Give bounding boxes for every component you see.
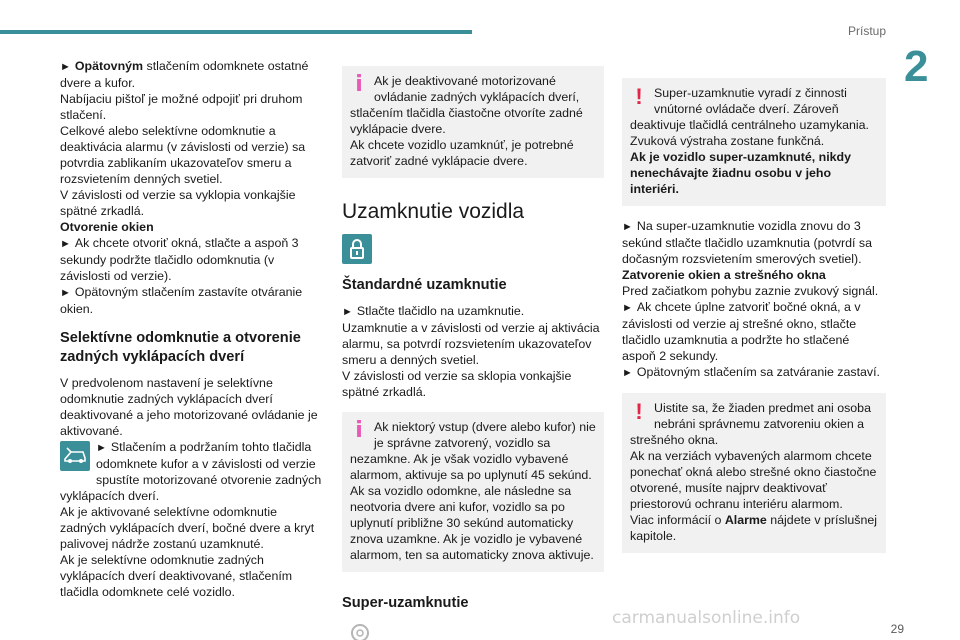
paragraph: V závislosti od verzie sa sklopia vonkajšie spätné zrkadlá.: [342, 369, 572, 399]
header-accent-bar: [0, 30, 472, 34]
page-number: 29: [890, 622, 904, 636]
warning-icon: !: [635, 399, 643, 424]
arrow-icon: ►: [60, 287, 71, 299]
tailgate-unlock-icon: [60, 441, 90, 471]
paragraph: V predvolenom nastavení je selektívne odomknutie zadných vyklápacích dverí deaktivované a jeho motorizované ovládanie je aktivované.: [60, 376, 318, 438]
subheading-bold: Zatvorenie okien a strešného okna: [622, 268, 826, 282]
paragraph: ► Stlačte tlačidlo na uzamknutie.: [342, 304, 525, 318]
info-note: i Ak je deaktivované motorizované ovládanie zadných vyklápacích dverí, stlačením tlačidla čiastočne otvoríte zadné vyklápacie dvere. Ak chcete vozidlo uzamknúť, je potrebné zatvoriť zadné vyklápacie dvere.: [342, 66, 604, 178]
section-title: Prístup: [847, 24, 886, 38]
arrow-icon: ►: [60, 61, 71, 73]
paragraph: ► Ak chcete úplne zatvoriť bočné okná, a v závislosti od verzie aj strešné okno, stlačte tlačidlo uzamknutia a podržte ho stlačené aspoň 2 sekundy.: [622, 300, 861, 363]
column-1: [60, 58, 322, 600]
padlock-icon: [342, 234, 372, 264]
paragraph: V závislosti od verzie sa vyklopia vonkajšie spätné zrkadlá.: [60, 188, 296, 218]
arrow-icon: ►: [622, 221, 633, 233]
chapter-number: 2: [904, 42, 929, 91]
paragraph: ► Ak chcete otvoriť okná, stlačte a aspoň 3 sekundy podržte tlačidlo odomknutia (v závislosti od verzie).: [60, 236, 299, 283]
arrow-icon: ►: [60, 238, 71, 250]
warning-note: ! Super-uzamknutie vyradí z činnosti vnútorné ovládače dverí. Zároveň deaktivuje tlačidlá centrálneho uzamykania. Zvuková výstraha zostane funkčná. Ak je vozidlo super-uzamknuté, nikdy nenechávajte žiadnu osobu v jeho interiéri.: [622, 78, 886, 206]
watermark: carmanualsonline.info: [612, 608, 801, 628]
info-icon: i: [355, 72, 363, 97]
arrow-icon: ►: [622, 367, 633, 379]
main-heading: Uzamknutie vozidla: [342, 200, 525, 223]
arrow-icon: ►: [622, 302, 633, 314]
warning-icon: !: [635, 84, 643, 109]
subheading-bold: Otvorenie okien: [60, 220, 154, 234]
paragraph: Ak je selektívne odomknutie zadných vyklápacích dverí deaktivované, stlačením tlačidla odomknete celé vozidlo.: [60, 553, 293, 599]
paragraph: Celkové alebo selektívne odomknutie a deaktivácia alarmu (v závislosti od verzie) sa potvrdia zablikaním ukazovateľov smeru a rozsvietením denných svetiel.: [60, 124, 306, 186]
super-lock-key-icon: [342, 621, 372, 640]
section-heading: Selektívne odomknutie a otvorenie zadných vyklápacích dverí: [60, 330, 301, 365]
paragraph: ► Stlačením a podržaním tohto tlačidla odomknete kufor a v závislosti od verzie spustíte motorizované otvorenie zadných vyklápacích dverí.: [60, 440, 322, 503]
warning-note: ! Uistite sa, že žiaden predmet ani osoba nebráni správnemu zatvoreniu okien a strešného okna. Ak na verziách vybavených alarmom chcete ponechať okná alebo strešné okno čiastočne otvorené, musíte najprv deaktivovať priestorovú ochranu interiéru alarmom. Viac informácií o Alarme nájdete v príslušnej kapitole.: [622, 393, 886, 553]
column-3: [622, 78, 886, 565]
column-2: [342, 54, 604, 640]
info-note: i Ak niektorý vstup (dvere alebo kufor) nie je správne zatvorený, vozidlo sa nezamkne. Ak je však vozidlo vybavené alarmom, aktivuje sa po uplynutí 45 sekúnd. Ak sa vozidlo odomkne, ale následne sa neotvoria dvere ani kufor, vozidlo sa po uplynutí približne 30 sekúnd automaticky znova uzamkne. Ak je vozidlo je vybavené alarmom, ten sa automaticky znova aktivuje.: [342, 412, 604, 572]
arrow-icon: ►: [96, 442, 107, 454]
paragraph: ► Opätovným stlačením odomknete ostatné dvere a kufor.: [60, 59, 309, 90]
paragraph: Nabíjaciu pištoľ je možné odpojiť pri druhom stlačení.: [60, 92, 303, 122]
section-heading: Štandardné uzamknutie: [342, 277, 507, 293]
info-icon: i: [355, 418, 363, 443]
section-heading: Super-uzamknutie: [342, 595, 469, 611]
paragraph: ► Opätovným stlačením sa zatváranie zastaví.: [622, 365, 880, 379]
paragraph: ► Opätovným stlačením zastavíte otváranie okien.: [60, 285, 303, 316]
paragraph: Ak je aktivované selektívne odomknutie zadných vyklápacích dverí, bočné dvere a kryt palivovej nádrže zostanú uzamknuté.: [60, 505, 315, 551]
paragraph: ► Na super-uzamknutie vozidla znovu do 3 sekúnd stlačte tlačidlo uzamknutia (potvrdí sa dočasným rozsvietením smerových svetiel).: [622, 219, 873, 266]
paragraph: Pred začiatkom pohybu zaznie zvukový signál.: [622, 284, 879, 298]
arrow-icon: ►: [342, 306, 353, 318]
paragraph: Uzamknutie a v závislosti od verzie aj aktivácia alarmu, sa potvrdí rozsvietením ukazovateľov smeru a denných svetiel.: [342, 321, 600, 367]
